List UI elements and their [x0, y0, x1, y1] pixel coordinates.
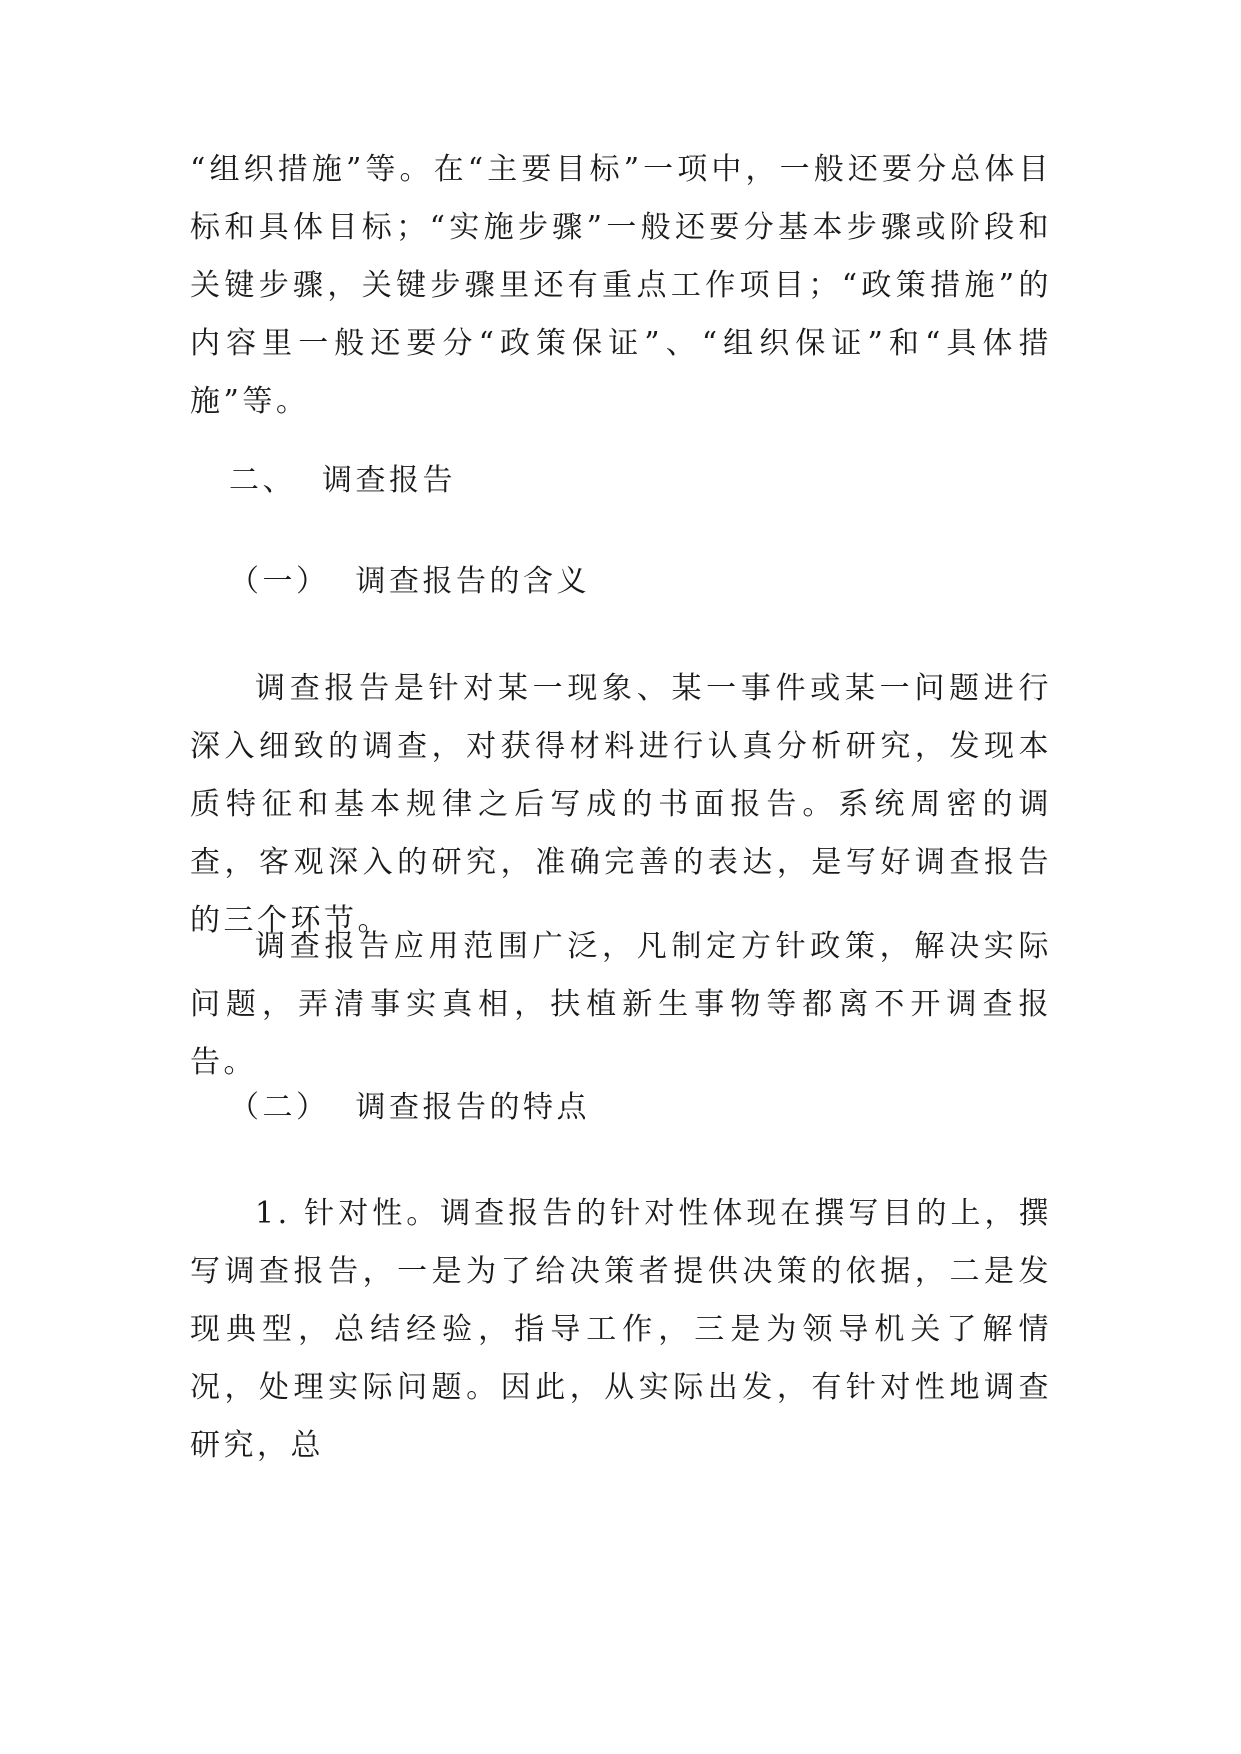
- subsection-heading-features: [229, 1079, 590, 1137]
- paragraph-definition: 调查报告是针对某一现象、某一事件或某一问题进行深入细致的调查，对获得材料进行认真分析研究，发现本质特征和基本规律之后写成的书面报告。系统周密的调查，客观深入的研究，准确完善的表达，是写好调查报告的三个环节。: [190, 671, 1052, 938]
- subsection-title: 调查报告的特点: [355, 1090, 590, 1125]
- subsection-number: （二）: [229, 1090, 330, 1125]
- subsection-number: （一）: [229, 564, 330, 599]
- paragraph-feature-targeted: 1. 针对性。调查报告的针对性体现在撰写目的上，撰写调查报告，一是为了给决策者提供决策的依据，二是发现典型，总结经验，指导工作，三是为领导机关了解情况，处理实际问题。因此，从实际出发，有针对性地调查研究，总: [190, 1196, 1052, 1463]
- paragraph-plan-measures: “组织措施”等。在“主要目标”一项中，一般还要分总体目标和具体目标；“实施步骤”一般还要分基本步骤或阶段和关键步骤，关键步骤里还有重点工作项目；“政策措施”的内容里一般还要分“政策保证”、“组织保证”和“具体措施”等。: [190, 152, 1052, 419]
- section-title: 调查报告: [322, 463, 456, 498]
- paragraph-scope: 调查报告应用范围广泛，凡制定方针政策，解决实际问题，弄清事实真相，扶植新生事物等都离不开调查报告。: [190, 929, 1052, 1080]
- section-heading-survey-report: [229, 452, 456, 510]
- subsection-heading-meaning: [229, 553, 590, 611]
- subsection-title: 调查报告的含义: [355, 564, 590, 599]
- section-number: 二、: [229, 463, 296, 498]
